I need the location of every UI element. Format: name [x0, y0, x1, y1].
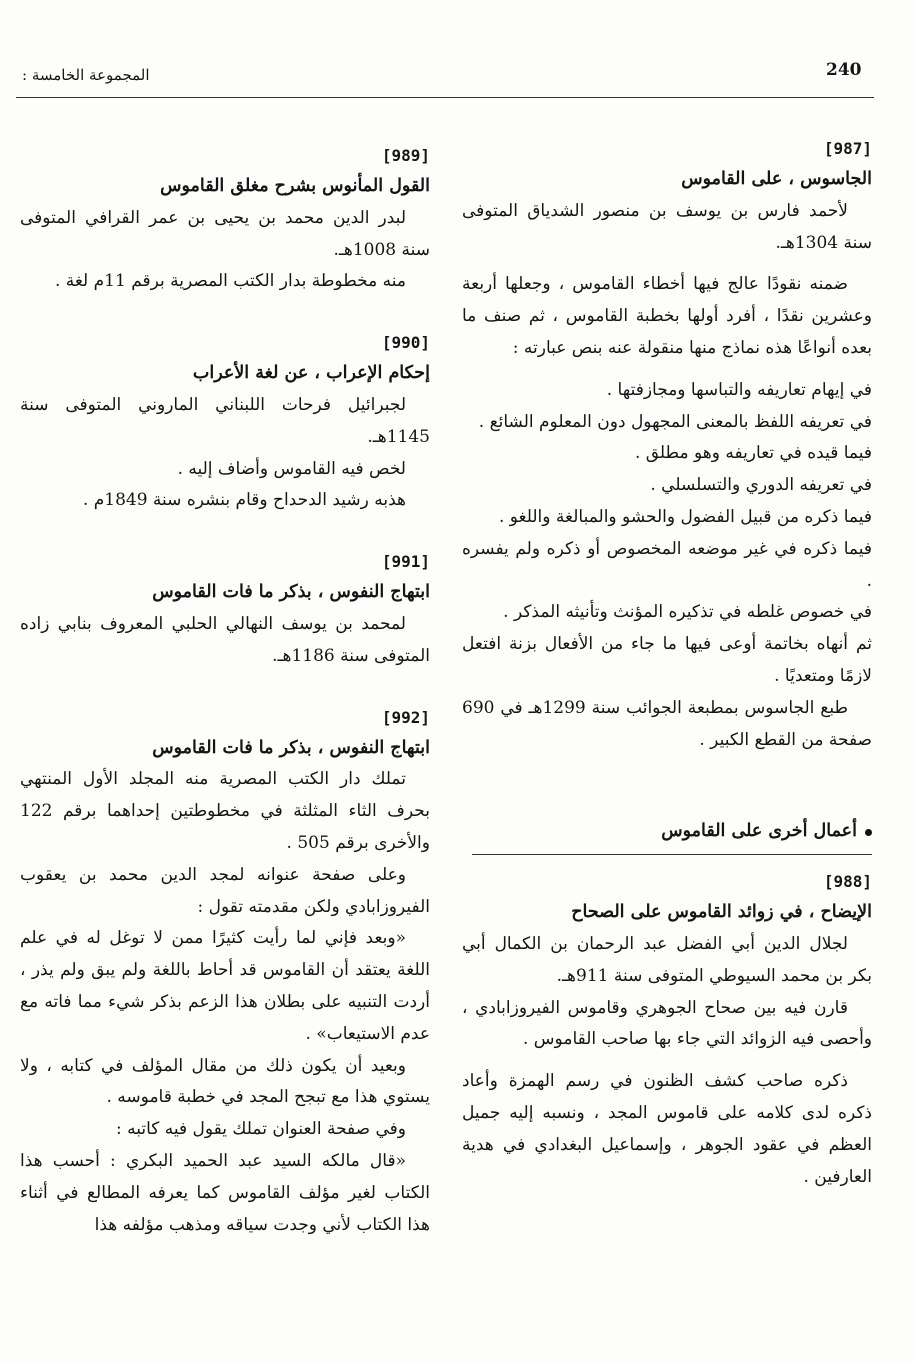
- entry-note-990: هذبه رشيد الدحداح وقام بنشره سنة 1849م .: [82, 490, 406, 511]
- section-heading: [462, 816, 872, 848]
- entry-title-988: الإيضاح ، في زوائد القاموس على الصحاح: [571, 902, 872, 923]
- entry-author-988: لجلال الدين أبي الفضل عبد الرحمان بن الكمال أبي بكر بن محمد السيوطي المتوفى سنة 911هـ.: [462, 933, 872, 986]
- entry-number-987: [987]: [823, 139, 872, 158]
- list-item: في تعريفه الدوري والتسلسلي .: [650, 475, 872, 496]
- entry-title-990: إحكام الإعراب ، عن لغة الأعراب: [192, 363, 430, 384]
- entry-author-987: لأحمد فارس بن يوسف بن منصور الشدياق المتوفى سنة 1304هـ.: [462, 200, 872, 253]
- entry-manuscript-989: منه مخطوطة بدار الكتب المصرية برقم 11م لغة .: [54, 271, 406, 292]
- entry-number-988: [988]: [823, 872, 872, 892]
- entry-title-987: الجاسوس ، على القاموس: [681, 169, 872, 189]
- entry-number-989: [989]: [381, 146, 430, 165]
- running-title: المجموعة الخامسة :: [22, 66, 150, 84]
- entry-author-990: لجبرائيل فرحات اللبناني الماروني المتوفى سنة 1145هـ.: [20, 394, 430, 447]
- entry-author-989: لبدر الدين محمد بن يحيى بن عمر القرافي المتوفى سنة 1008هـ.: [20, 207, 430, 260]
- section-heading-text: أعمال أخرى على القاموس: [661, 821, 857, 842]
- list-item: في تعريفه اللفظ بالمعنى المجهول دون المعلوم الشائع .: [478, 411, 872, 432]
- page-number: 240: [826, 60, 862, 80]
- list-item: في إيهام تعاريفه والتباسها ومجازفتها .: [606, 379, 872, 400]
- entry-quote-992: «وبعد فإني لما رأيت كثيرًا ممن لا توغل له في علم اللغة يعتقد أن القاموس قد أحاط باللغة ولم يبق ولم يذر ، أردت التنبيه على بطلان هذا الزعم بذكر شيء مما فاته مع عدم الاستيعاب» .: [20, 928, 430, 1044]
- entry-title-989: القول المأنوس بشرح مغلق القاموس: [160, 176, 430, 196]
- bullet-icon: [865, 829, 872, 836]
- entry-paragraph-992: وعلى صفحة عنوانه لمجد الدين محمد بن يعقوب الفيروزابادي ولكن مقدمته تقول :: [20, 864, 430, 917]
- right-column: [462, 134, 872, 1193]
- list-item: فيما ذكره في غير موضعه المخصوص أو ذكره ولم يفسره .: [462, 538, 872, 591]
- section-rule: [472, 854, 872, 855]
- list-item: ثم أنهاه بخاتمة أوعى فيها ما جاء من الأفعال بزنة افتعل لازمًا ومتعديًا .: [462, 634, 872, 686]
- left-column: [20, 141, 430, 1241]
- entry-number-992: [992]: [381, 707, 430, 727]
- entry-description-988: قارن فيه بين صحاح الجوهري وقاموس الفيروزابادي ، وأحصى فيه الزوائد التي جاء بها صاحب القاموس .: [462, 997, 872, 1050]
- entry-note-990: لخص فيه القاموس وأضاف إليه .: [177, 458, 406, 479]
- entry-reference-988: ذكره صاحب كشف الظنون في رسم الهمزة وأعاد ذكره لدى كلامه على قاموس المجد ، ونسبه إليه جميل العظم في عقود الجوهر ، وإسماعيل البغدادي في هدية العارفين .: [462, 1071, 872, 1187]
- entry-description-987: ضمنه نقودًا عالج فيها أخطاء القاموس ، وجعلها أربعة وعشرين نقدًا ، أفرد أولها بخطبة القاموس ، ثم صنف ما بعده أنواعًا هذه نماذج منها منقولة عنه بنص عبارته :: [462, 274, 872, 358]
- list-item: في خصوص غلطه في تذكيره المؤنث وتأنيثه المذكر .: [503, 602, 872, 623]
- entry-print-note-987: طبع الجاسوس بمطبعة الجوائب سنة 1299هـ في 690 صفحة من القطع الكبير .: [462, 697, 872, 750]
- entry-title-992: ابتهاج النفوس ، بذكر ما فات القاموس: [152, 737, 430, 758]
- entry-number-991: [991]: [381, 552, 430, 572]
- entry-quote-992: «قال مالكه السيد عبد الحميد البكري : أحسب هذا الكتاب لغير مؤلف القاموس كما يعرفه المطالع في أثناء هذا الكتاب لأني وجدت سياقه ومذهب مؤلفه هذا: [20, 1150, 430, 1235]
- list-item: فيما قيده في تعاريفه وهو مطلق .: [634, 443, 872, 464]
- list-item: فيما ذكره من قبيل الفضول والحشو والمبالغة واللغو .: [498, 506, 872, 527]
- header-rule: [16, 97, 874, 98]
- entry-title-991: ابتهاج النفوس ، بذكر ما فات القاموس: [152, 582, 430, 603]
- entry-paragraph-992: وفي صفحة العنوان تملك يقول فيه كاتبه :: [115, 1119, 406, 1140]
- entry-paragraph-992: وبعيد أن يكون ذلك من مقال المؤلف في كتابه ، ولا يستوي هذا مع تبجح المجد في خطبة قاموسه .: [20, 1055, 430, 1108]
- entry-paragraph-992: تملك دار الكتب المصرية منه المجلد الأول المنتهي بحرف الثاء المثلثة في مخطوطتين إحداهما برقم 122 والأخرى برقم 505 .: [20, 769, 430, 853]
- entry-number-990: [990]: [381, 333, 430, 353]
- entry-author-991: لمحمد بن يوسف النهالي الحلبي المعروف بنابي زاده المتوفى سنة 1186هـ.: [20, 613, 430, 666]
